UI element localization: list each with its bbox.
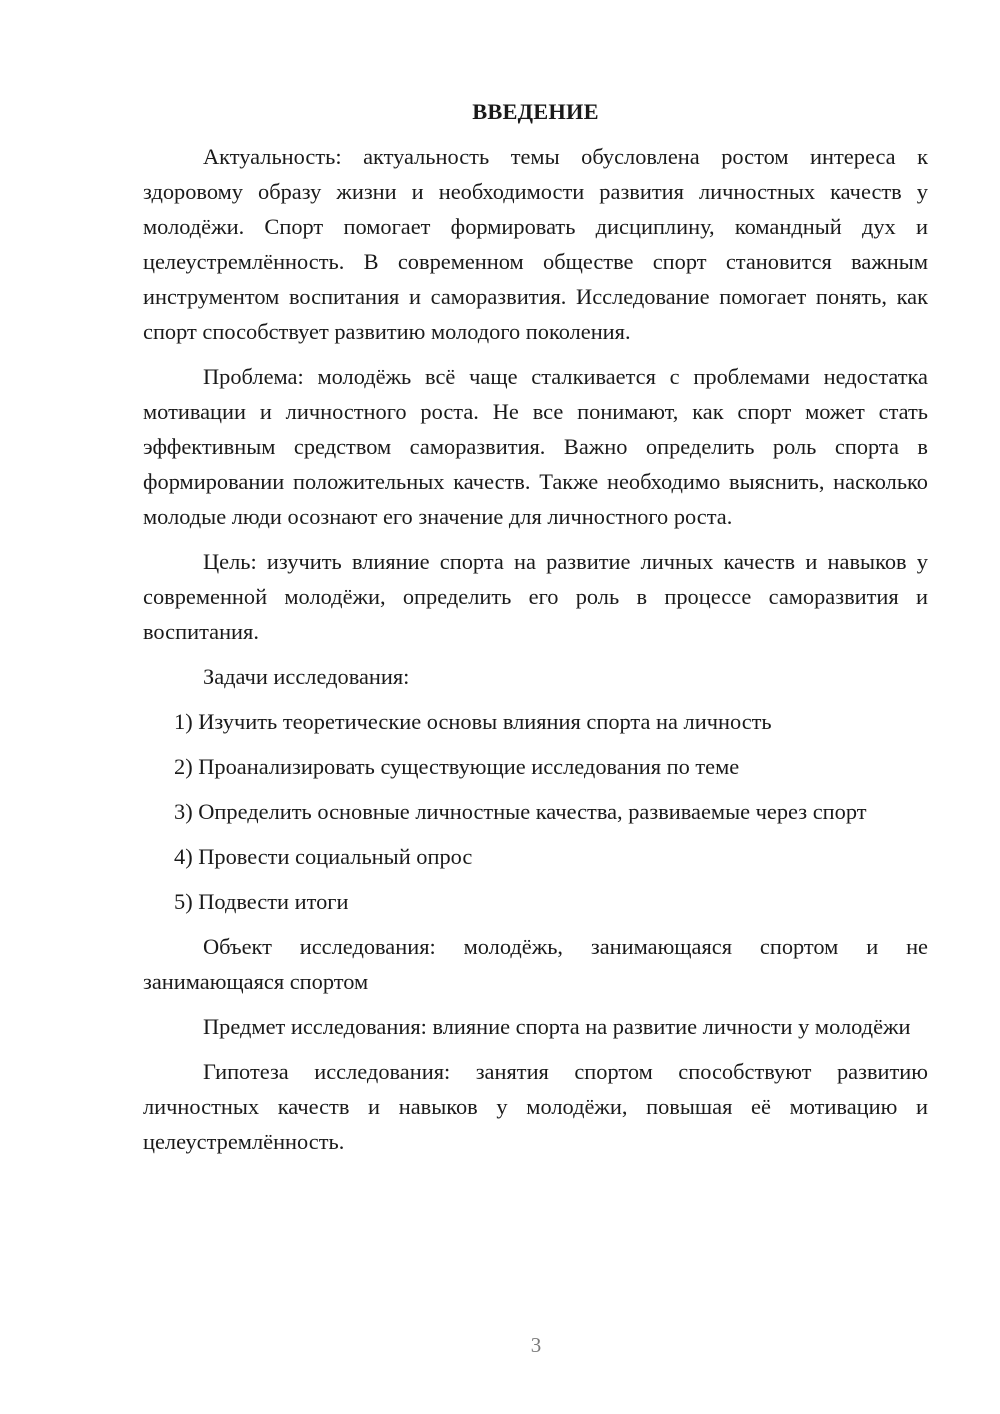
task-item-1: 1) Изучить теоретические основы влияния спорта на личность xyxy=(174,709,772,734)
page-content xyxy=(143,94,928,1169)
object-paragraph: Объект исследования: молодёжь, занимающаяся спортом и не занимающаяся спортом xyxy=(143,934,928,994)
problem-paragraph: Проблема: молодёжь всё чаще сталкивается с проблемами недостатка мотивации и личностного роста. Не все понимают, как спорт может стать эффективным средством саморазвития. Важно определить роль спорта в формировании положительных качеств. Также необходимо выяснить, насколько молодые люди осознают его значение для личностного роста. xyxy=(143,364,928,529)
subject-paragraph: Предмет исследования: влияние спорта на развитие личности у молодёжи xyxy=(203,1014,911,1039)
page-number: 3 xyxy=(530,1333,542,1357)
task-item-4: 4) Провести социальный опрос xyxy=(174,844,473,869)
task-item-3: 3) Определить основные личностные качества, развиваемые через спорт xyxy=(174,799,867,824)
tasks-title: Задачи исследования: xyxy=(203,664,410,689)
relevance-paragraph: Актуальность: актуальность темы обусловлена ростом интереса к здоровому образу жизни и необходимости развития личностных качеств у молодёжи. Спорт помогает формировать дисциплину, командный дух и целеустремлённость. В современном обществе спорт становится важным инструментом воспитания и саморазвития. Исследование помогает понять, как спорт способствует развитию молодого поколения. xyxy=(143,144,928,344)
page-heading: ВВЕДЕНИЕ xyxy=(472,99,599,124)
task-item-5: 5) Подвести итоги xyxy=(174,889,349,914)
task-item-2: 2) Проанализировать существующие исследования по теме xyxy=(174,754,740,779)
hypothesis-paragraph: Гипотеза исследования: занятия спортом способствуют развитию личностных качеств и навыков у молодёжи, повышая её мотивацию и целеустремлённость. xyxy=(143,1059,928,1154)
goal-paragraph: Цель: изучить влияние спорта на развитие личных качеств и навыков у современной молодёжи, определить его роль в процессе саморазвития и воспитания. xyxy=(143,549,928,644)
